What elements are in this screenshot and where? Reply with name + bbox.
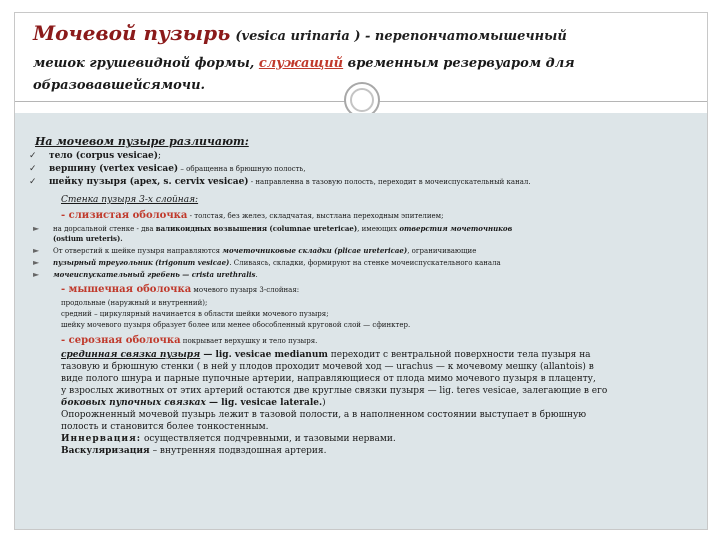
arrow-bullet-icon: ► [33, 258, 40, 267]
check-icon: ✓ [29, 177, 37, 187]
state-line: Опорожненный мочевой пузырь лежит в тазовой полости, а в наполненном состоянии выступает в брюшную [61, 410, 587, 420]
ligament-line: виде полого шнура и парные пупочные артерии, направляющиеся от плода мимо мочевого пузыря в плаценту, [61, 374, 596, 384]
muscular-line: - мышечная оболочка мочевого пузыря 3-слойная: [61, 284, 300, 295]
mucosa-item-cont: (ostium ureteris). [53, 234, 123, 243]
innervation-line: Иннервация: осуществляется подчревными, и тазовыми нервами. [61, 434, 396, 444]
mucosa-item: мочеиспускательный гребень — crista urethralis. [53, 270, 258, 279]
arrow-bullet-icon: ► [33, 246, 40, 255]
walls-heading: Стенка пузыря 3-х слойная: [61, 195, 199, 205]
title-line2-b: временным резервуаром для [343, 56, 575, 71]
title-latin: (vesica urinaria ) - перепончатомышечный [235, 29, 567, 44]
ligament-line: срединная связка пузыря — lig. vesicae medianum переходит с вентральной поверхности тела пузыря на [61, 350, 591, 360]
slide-title [33, 21, 567, 45]
mucosa-item: на дорсальной стенке - два валикоидных возвышения (columnae uretericae), имеющих отверстия мочеточников [53, 224, 513, 233]
muscular-detail: шейку мочевого пузыря образует более или менее обособленный круговой слой — сфинктер. [61, 321, 411, 329]
section-heading: На мочевом пузыре различают: [35, 135, 249, 148]
slide [14, 12, 708, 530]
mucosa-item: пузырный треугольник (trigonum vesicae). Сливаясь, складки, формируют на стенке мочеиспускательного канала [53, 258, 501, 267]
title-line2-highlight: служащий [258, 56, 344, 71]
title-line-2 [33, 56, 575, 71]
ligament-line: у взрослых животных от этих артерий остаются две круглые связки пузыря — lig. teres vesicae, залегающие в его [61, 386, 608, 396]
title-main: Мочевой пузырь [33, 21, 231, 45]
mucosa-line: - слизистая оболочка - толстая, без желез, складчатая, выстлана переходным эпителием; [61, 210, 444, 221]
state-line: полость и становится более тонкостенным. [61, 422, 269, 432]
ligament-line: боковых пупочных связках — lig. vesicae laterale.) [61, 398, 326, 408]
muscular-detail: средний – циркулярный начинается в области шейки мочевого пузыря; [61, 310, 329, 318]
check-icon: ✓ [29, 164, 37, 174]
arrow-bullet-icon: ► [33, 270, 40, 279]
ligament-line: тазовую и брюшную стенки ( в ней у плодов проходит мочевой ход — urachus — к мочевому мешку (allantois) в [61, 362, 594, 372]
part-item: шейку пузыря (apex, s. cervix vesicae) - направленна в тазовую полость, переходит в мочеиспускательный канал. [49, 177, 531, 187]
title-line2-a: мешок грушевидной формы, [33, 56, 259, 71]
arrow-bullet-icon: ► [33, 224, 40, 233]
muscular-detail: продольные (наружный и внутренний); [61, 299, 208, 307]
vascular-line: Васкуляризация – внутренняя подвздошная артерия. [61, 446, 327, 456]
serous-line: - серозная оболочка покрывает верхушку и тело пузыря. [61, 335, 318, 346]
content-body [15, 113, 707, 529]
check-icon: ✓ [29, 151, 37, 161]
part-item: тело (corpus vesicae); [49, 151, 162, 161]
part-item: вершину (vertex vesicae) – обращенна в брюшную полость, [49, 164, 306, 174]
title-line-3: образовавшейсямочи. [33, 78, 206, 93]
mucosa-item: От отверстий к шейке пузыря направляются мочеточниковые складки (plicae uretericae), ограничивающие [53, 246, 477, 255]
